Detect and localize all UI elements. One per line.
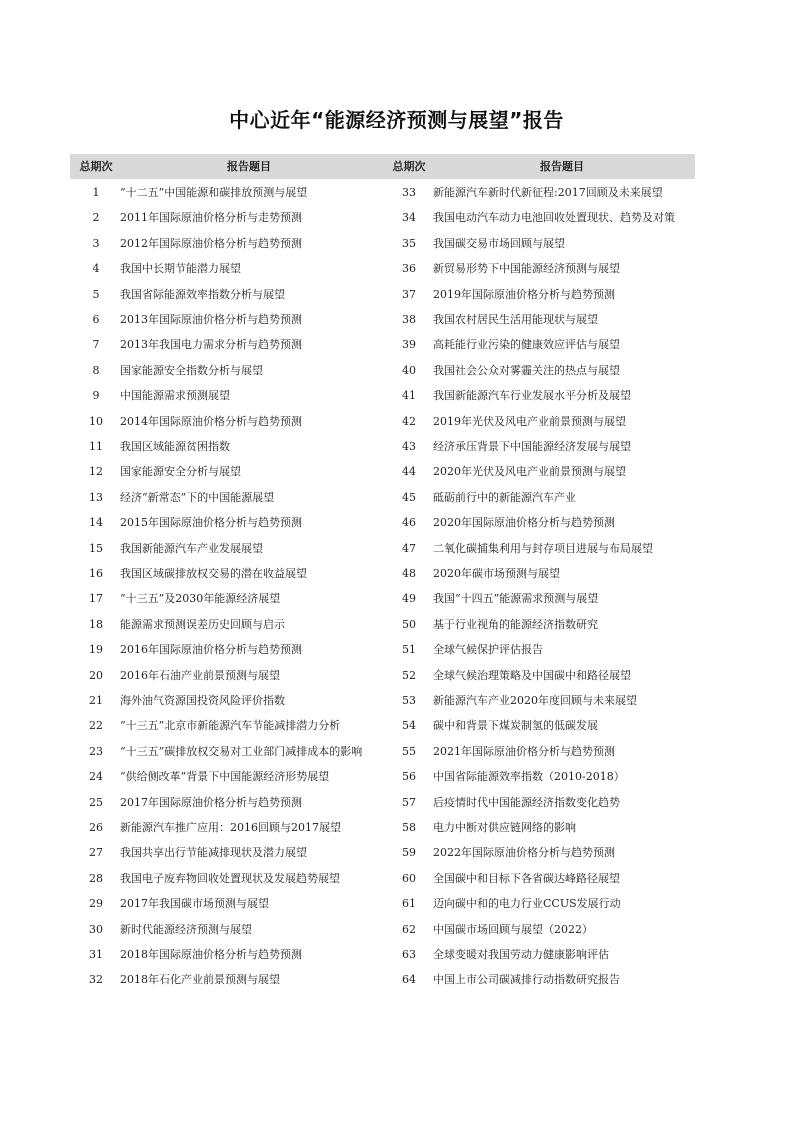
report-title: 全球气候保护评估报告 — [433, 643, 543, 657]
report-title: 我国社会公众对雾霾关注的热点与展望 — [433, 363, 620, 377]
issue-number: 8 — [92, 363, 100, 377]
table-row — [70, 434, 695, 459]
report-title: 我国农村居民生活用能现状与展望 — [433, 313, 598, 326]
report-title: 2019年光伏及风电产业前景预测与展望 — [433, 414, 626, 428]
report-title: 2020年碳市场预测与展望 — [433, 567, 560, 580]
issue-number: 16 — [89, 567, 103, 580]
issue-number: 50 — [402, 617, 416, 631]
issue-number: 3 — [92, 236, 100, 250]
issue-number: 11 — [89, 440, 103, 453]
report-title: 迈向碳中和的电力行业CCUS发展行动 — [433, 897, 621, 911]
report-title: 基于行业视角的能源经济指数研究 — [433, 617, 598, 631]
table-row — [70, 612, 695, 637]
table-row — [70, 713, 695, 738]
issue-number: 19 — [89, 643, 103, 657]
issue-number: 40 — [402, 363, 416, 377]
report-title: 2022年国际原油价格分析与趋势预测 — [433, 846, 615, 860]
report-title: 我国区域能源贫困指数 — [120, 440, 230, 453]
report-title: 2011年国际原油价格分析与走势预测 — [120, 211, 302, 225]
report-title: 2016年石油产业前景预测与展望 — [120, 668, 280, 682]
report-title: 我国“十四五”能源需求预测与展望 — [433, 592, 599, 606]
issue-number: 24 — [89, 770, 103, 784]
report-title: 2020年光伏及风电产业前景预测与展望 — [433, 465, 626, 479]
issue-number: 15 — [89, 541, 103, 555]
issue-number: 59 — [402, 846, 416, 860]
report-title: 新能源汽车新时代新征程:2017回顾及未来展望 — [433, 186, 663, 199]
table-row — [70, 409, 695, 434]
issue-number: 64 — [402, 973, 416, 987]
report-title: 中国碳市场回顾与展望（2022） — [433, 922, 593, 936]
table-row — [70, 180, 695, 205]
table-row — [70, 840, 695, 865]
report-title: 砥砺前行中的新能源汽车产业 — [433, 490, 576, 504]
issue-number: 29 — [89, 897, 103, 911]
table-row — [70, 256, 695, 281]
issue-number: 2 — [92, 211, 100, 225]
report-title: 全国碳中和目标下各省碳达峰路径展望 — [433, 871, 620, 885]
issue-number: 25 — [89, 795, 103, 809]
issue-number: 5 — [92, 287, 100, 301]
report-title: 全球气候治理策略及中国碳中和路径展望 — [433, 668, 631, 682]
issue-number: 10 — [89, 414, 103, 428]
issue-number: 51 — [402, 643, 416, 657]
report-title: 国家能源安全指数分析与展望 — [120, 363, 263, 377]
report-title: 经济“新常态”下的中国能源展望 — [120, 490, 275, 504]
report-title: 2020年国际原油价格分析与趋势预测 — [433, 516, 615, 530]
issue-number: 54 — [402, 719, 416, 733]
report-title: 2015年国际原油价格分析与趋势预测 — [120, 516, 302, 530]
report-title: 2012年国际原油价格分析与趋势预测 — [120, 236, 302, 250]
report-title: 海外油气资源国投资风险评价指数 — [120, 694, 285, 707]
report-title: 新能源汽车推广应用：2016回顾与2017展望 — [120, 821, 341, 834]
table-row — [70, 561, 695, 586]
report-title: 我国中长期节能潜力展望 — [120, 262, 241, 276]
issue-number: 14 — [89, 516, 103, 530]
report-title: 2014年国际原油价格分析与趋势预测 — [120, 414, 302, 428]
report-title: 2013年我国电力需求分析与趋势预测 — [120, 338, 302, 352]
table-row — [70, 942, 695, 967]
issue-number: 37 — [402, 287, 416, 301]
issue-number: 26 — [89, 821, 103, 834]
table-row — [70, 510, 695, 535]
table-row — [70, 663, 695, 688]
issue-number: 48 — [402, 567, 416, 580]
table-row — [70, 586, 695, 611]
report-title: “十二五”中国能源和碳排放预测与展望 — [120, 186, 308, 199]
report-title: 新能源汽车产业2020年度回顾与未来展望 — [433, 694, 637, 707]
issue-number: 53 — [402, 694, 416, 707]
issue-number: 32 — [89, 973, 103, 987]
header-report-title-left: 报告题目 — [227, 160, 271, 173]
issue-number: 61 — [402, 897, 416, 911]
issue-number: 17 — [89, 592, 103, 606]
issue-number: 12 — [89, 465, 103, 479]
issue-number: 42 — [402, 414, 416, 428]
report-title: 我国碳交易市场回顾与展望 — [433, 236, 565, 250]
report-title: 二氧化碳捕集利用与封存项目进展与布局展望 — [433, 541, 653, 555]
report-title: 2018年石化产业前景预测与展望 — [120, 973, 280, 987]
report-title: 国家能源安全分析与展望 — [120, 465, 241, 479]
table-row — [70, 637, 695, 662]
issue-number: 18 — [89, 617, 103, 631]
report-title: 我国新能源汽车产业发展展望 — [120, 541, 263, 555]
report-title: 我国省际能源效率指数分析与展望 — [120, 287, 285, 301]
table-row — [70, 205, 695, 230]
report-title: 碳中和背景下煤炭制氢的低碳发展 — [433, 719, 598, 733]
page-title: 中心近年“能源经济预测与展望”报告 — [229, 108, 564, 132]
table-row — [70, 536, 695, 561]
report-title: 我国电子废弃物回收处置现状及发展趋势展望 — [120, 871, 340, 885]
report-title: “十三五”及2030年能源经济展望 — [120, 592, 281, 606]
issue-number: 57 — [402, 795, 416, 809]
report-title: 后疫情时代中国能源经济指数变化趋势 — [433, 795, 620, 809]
report-title: 电力中断对供应链网络的影响 — [433, 821, 576, 834]
table-row — [70, 459, 695, 484]
report-title: 中国省际能源效率指数（2010-2018） — [433, 770, 625, 784]
issue-number: 31 — [89, 948, 103, 961]
table-row — [70, 688, 695, 713]
issue-number: 7 — [92, 338, 100, 352]
table-row — [70, 307, 695, 332]
table-header — [70, 154, 695, 179]
report-title: 2019年国际原油价格分析与趋势预测 — [433, 287, 615, 301]
issue-number: 62 — [402, 922, 416, 936]
report-title: 2017年我国碳市场预测与展望 — [120, 897, 269, 911]
issue-number: 41 — [402, 389, 416, 403]
issue-number: 35 — [402, 236, 416, 250]
issue-number: 33 — [402, 186, 416, 199]
header-report-title-right: 报告题目 — [540, 160, 584, 173]
report-title: “十三五”碳排放权交易对工业部门减排成本的影响 — [120, 744, 363, 758]
table-row — [70, 917, 695, 942]
report-title: 全球变暖对我国劳动力健康影响评估 — [433, 948, 609, 961]
report-title: 中国上市公司碳减排行动指数研究报告 — [433, 973, 620, 987]
table-row — [70, 739, 695, 764]
report-title: 2016年国际原油价格分析与趋势预测 — [120, 643, 302, 657]
issue-number: 45 — [402, 490, 416, 504]
issue-number: 58 — [402, 821, 416, 834]
table-row — [70, 358, 695, 383]
issue-number: 49 — [402, 592, 416, 606]
table-row — [70, 282, 695, 307]
report-title: 我国区域碳排放权交易的潜在收益展望 — [120, 567, 307, 580]
issue-number: 20 — [89, 668, 103, 682]
issue-number: 30 — [89, 922, 103, 936]
issue-number: 55 — [402, 744, 416, 758]
issue-number: 44 — [402, 465, 416, 479]
report-title: 2017年国际原油价格分析与趋势预测 — [120, 795, 302, 809]
issue-number: 22 — [89, 719, 103, 733]
issue-number: 43 — [402, 440, 416, 453]
report-title: 高耗能行业污染的健康效应评估与展望 — [433, 338, 620, 352]
issue-number: 28 — [89, 871, 103, 885]
report-title: 2021年国际原油价格分析与趋势预测 — [433, 744, 615, 758]
issue-number: 60 — [402, 871, 416, 885]
report-title: 经济承压背景下中国能源经济发展与展望 — [433, 440, 631, 453]
table-row — [70, 485, 695, 510]
table-row — [70, 764, 695, 789]
report-title: 2018年国际原油价格分析与趋势预测 — [120, 948, 302, 961]
report-title: 能源需求预测误差历史回顾与启示 — [120, 617, 285, 631]
table-row — [70, 815, 695, 840]
issue-number: 39 — [402, 338, 416, 352]
issue-number: 63 — [402, 948, 416, 961]
issue-number: 13 — [89, 490, 103, 504]
issue-number: 4 — [92, 262, 100, 276]
report-title: 新贸易形势下中国能源经济预测与展望 — [433, 262, 620, 276]
issue-number: 38 — [402, 313, 416, 326]
table-row — [70, 866, 695, 891]
report-title: 2013年国际原油价格分析与趋势预测 — [120, 313, 302, 326]
issue-number: 56 — [402, 770, 416, 784]
table-row — [70, 231, 695, 256]
issue-number: 1 — [92, 186, 100, 199]
issue-number: 52 — [402, 668, 416, 682]
table-row — [70, 790, 695, 815]
issue-number: 27 — [89, 846, 103, 860]
report-title: “供给侧改革”背景下中国能源经济形势展望 — [120, 770, 330, 784]
issue-number: 6 — [92, 313, 100, 326]
header-issue-no-right: 总期次 — [392, 160, 426, 173]
table-row — [70, 383, 695, 408]
report-title: 我国电动汽车动力电池回收处置现状、趋势及对策 — [433, 211, 675, 225]
header-issue-no-left: 总期次 — [79, 160, 113, 173]
issue-number: 21 — [89, 694, 103, 707]
issue-number: 46 — [402, 516, 416, 530]
issue-number: 23 — [89, 744, 103, 758]
table-row — [70, 332, 695, 357]
issue-number: 47 — [402, 541, 416, 555]
issue-number: 36 — [402, 262, 416, 276]
report-title: 中国能源需求预测展望 — [120, 389, 230, 403]
report-title: “十三五”北京市新能源汽车节能减排潜力分析 — [120, 719, 341, 733]
table-row — [70, 891, 695, 916]
report-title: 我国新能源汽车行业发展水平分析及展望 — [433, 389, 631, 403]
report-title: 我国共享出行节能减排现状及潜力展望 — [120, 846, 307, 860]
table-row — [70, 967, 695, 992]
issue-number: 34 — [402, 211, 416, 225]
issue-number: 9 — [92, 389, 100, 403]
report-title: 新时代能源经济预测与展望 — [120, 922, 252, 936]
